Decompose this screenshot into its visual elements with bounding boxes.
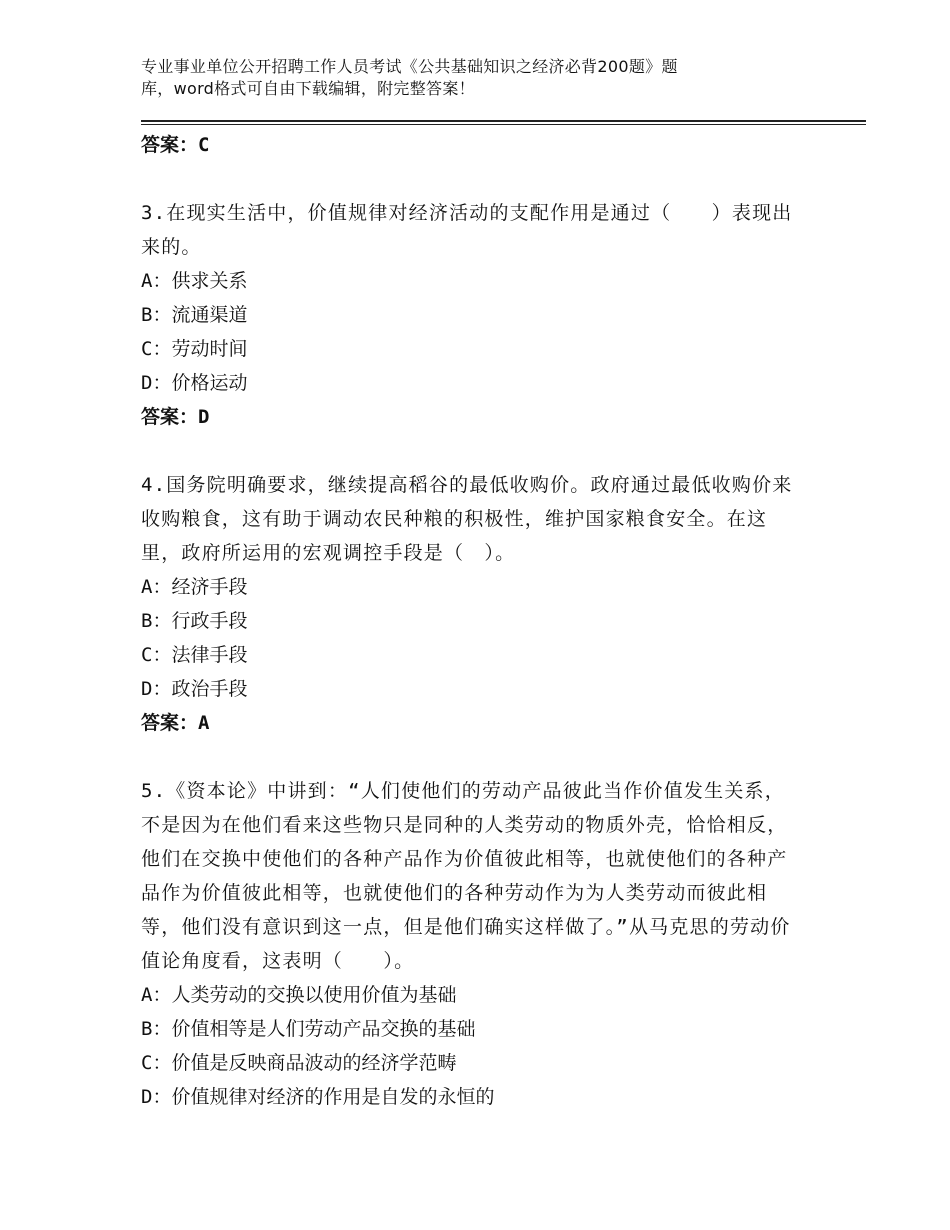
answer-line-q2 — [141, 128, 801, 162]
question-block-4 — [141, 468, 801, 740]
question-stem: 5.《资本论》中讲到：“人们使他们的劳动产品彼此当作价值发生关系，不是因为在他们看来这些物只是同种的人类劳动的物质外壳，恰恰相反，他们在交换中使他们的各种产品作为价值彼此相等，也就使他们的各种产品作为价值彼此相等，也就使他们的各种劳动作为为人类劳动而彼此相等，他们没有意识到这一点，但是他们确实这样做了。”从马克思的劳动价值论角度看，这表明（ ）。 — [141, 780, 791, 972]
option-c: C：法律手段 — [141, 644, 248, 666]
spacer — [141, 740, 801, 774]
question-block-3 — [141, 196, 801, 434]
answer-label: 答案： — [141, 712, 199, 734]
question-list — [141, 128, 801, 1114]
option-d: D：政治手段 — [141, 678, 248, 700]
answer-value: D — [198, 406, 210, 428]
header-divider-thick — [141, 120, 866, 122]
header-title-line-2: 库，word格式可自由下载编辑，附完整答案！ — [141, 79, 475, 98]
option-b: B：价值相等是人们劳动产品交换的基础 — [141, 1018, 476, 1040]
option-c: C：价值是反映商品波动的经济学范畴 — [141, 1052, 457, 1074]
option-d: D：价格运动 — [141, 372, 248, 394]
option-a: A：人类劳动的交换以使用价值为基础 — [141, 984, 457, 1006]
option-c: C：劳动时间 — [141, 338, 248, 360]
answer-label: 答案： — [141, 406, 199, 428]
option-b: B：流通渠道 — [141, 304, 248, 326]
answer-value: C — [198, 134, 210, 156]
header-divider — [141, 120, 866, 126]
spacer — [141, 434, 801, 468]
spacer — [141, 162, 801, 196]
question-stem: 3.在现实生活中，价值规律对经济活动的支配作用是通过（ ）表现出来的。 — [141, 202, 793, 258]
option-d: D：价值规律对经济的作用是自发的永恒的 — [141, 1086, 495, 1108]
answer-value: A — [198, 712, 210, 734]
option-a: A：经济手段 — [141, 576, 248, 598]
header-title-line-1: 专业事业单位公开招聘工作人员考试《公共基础知识之经济必背200题》题 — [141, 57, 678, 76]
header-divider-thin — [141, 124, 866, 125]
document-header — [141, 56, 781, 100]
option-b: B：行政手段 — [141, 610, 248, 632]
answer-line — [141, 706, 801, 740]
answer-line — [141, 400, 801, 434]
answer-label: 答案： — [141, 134, 199, 156]
question-block-5 — [141, 774, 801, 1114]
option-a: A：供求关系 — [141, 270, 248, 292]
question-stem: 4.国务院明确要求，继续提高稻谷的最低收购价。政府通过最低收购价来收购粮食，这有助于调动农民种粮的积极性，维护国家粮食安全。在这里，政府所运用的宏观调控手段是（ ）。 — [141, 474, 793, 564]
